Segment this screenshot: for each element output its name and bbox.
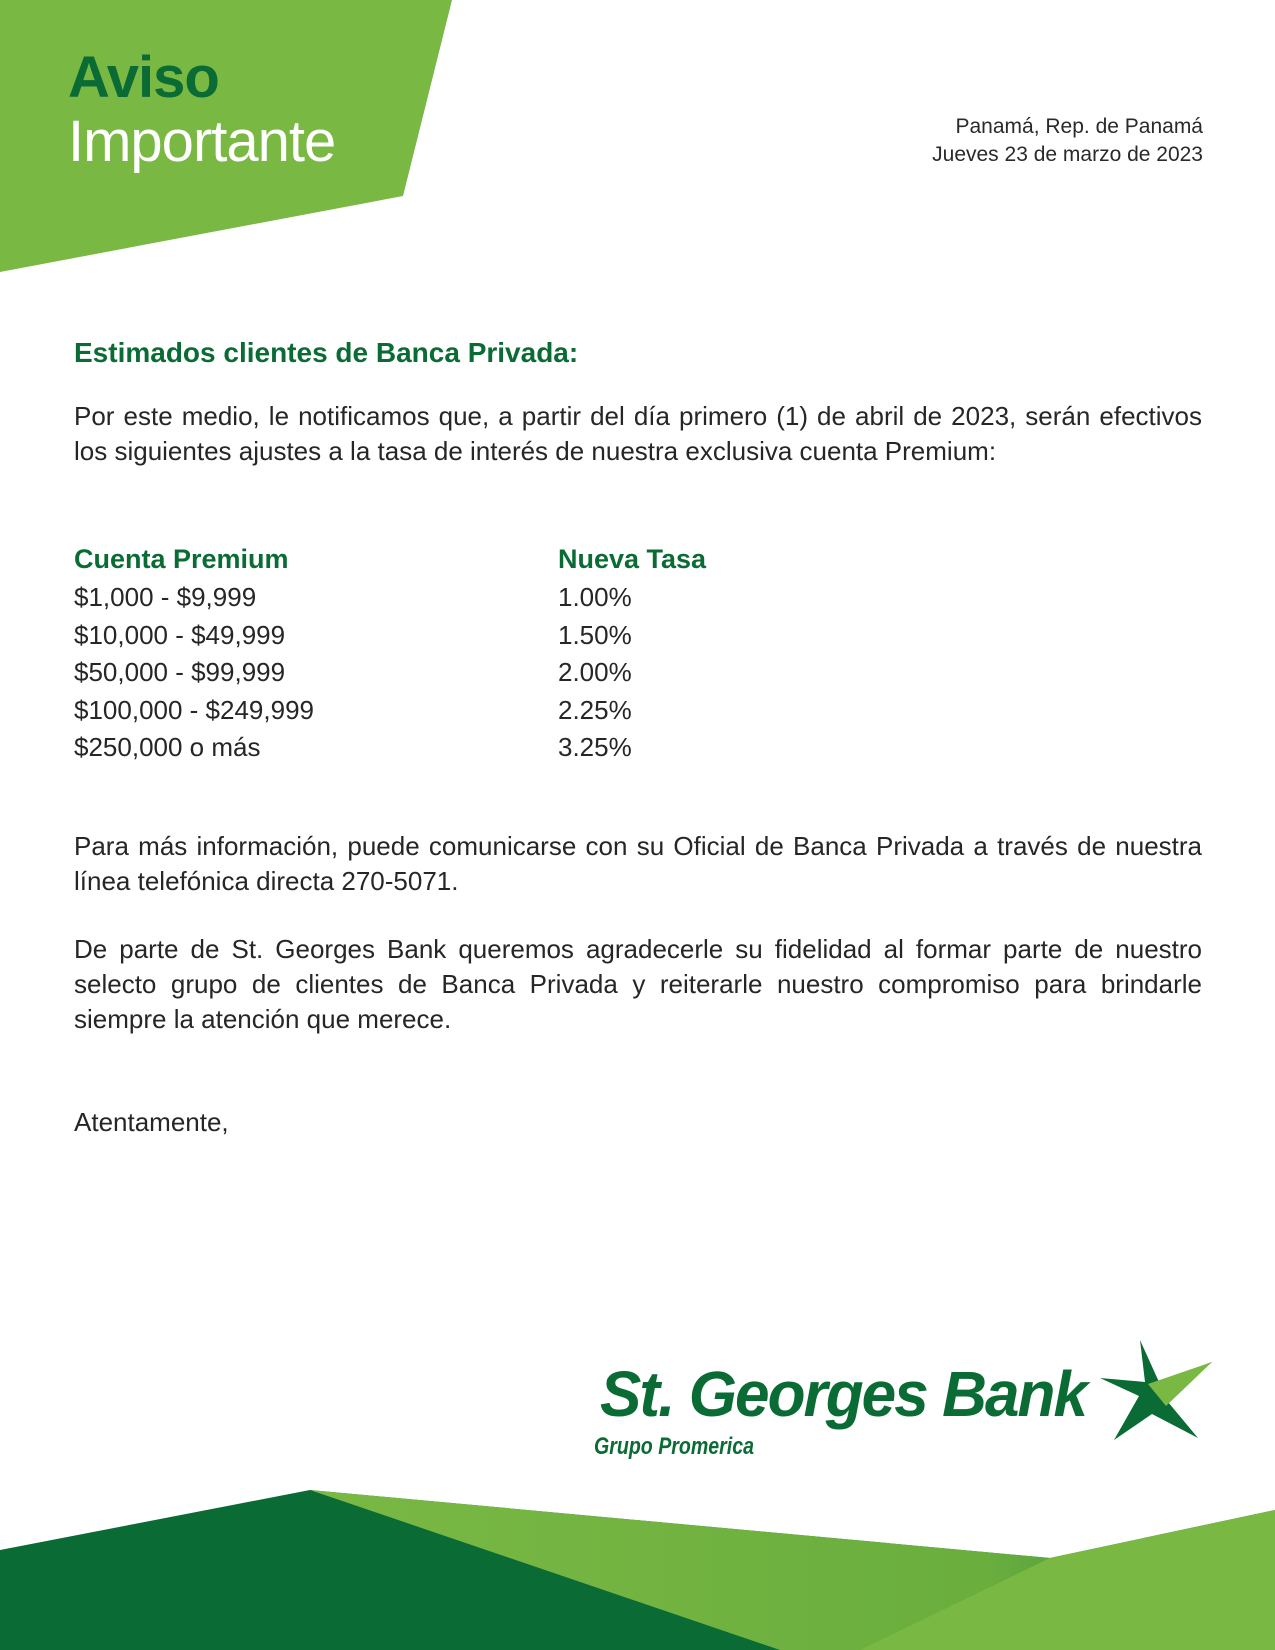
thanks-paragraph: De parte de St. Georges Bank queremos agradecerle su fidelidad al formar parte de nuestro selecto grupo de clientes de Banca Privada y reiterarle nuestro compromiso para brindarle siempre la atención que merece. [74, 933, 1202, 1034]
range-cell: $250,000 o más [74, 732, 261, 763]
title-importante: Importante [68, 109, 336, 174]
title-aviso: Aviso [68, 45, 219, 110]
intro-paragraph: Por este medio, le notificamos que, a partir del día primero (1) de abril de 2023, serán efectivos los siguientes ajustes a la tasa de interés de nuestra exclusiva cuenta Premium: [74, 401, 1202, 466]
range-cell: $1,000 - $9,999 [74, 582, 257, 613]
closing: Atentamente, [74, 1106, 229, 1137]
st-georges-bank-logo [592, 1340, 1224, 1460]
range-cell: $10,000 - $49,999 [74, 619, 286, 650]
notice-title [68, 46, 335, 174]
table-row [74, 617, 706, 655]
rate-cell: 1.00% [558, 582, 632, 613]
logo-name: St. Georges Bank [600, 1358, 1092, 1430]
rate-cell: 3.25% [558, 732, 632, 763]
table-row [74, 579, 706, 617]
table-row [74, 729, 706, 767]
rate-table-header [74, 539, 706, 579]
info-paragraph: Para más información, puede comunicarse con su Oficial de Banca Privada a través de nuestra línea telefónica directa 270-5071. [74, 830, 1202, 896]
star-logo-icon [1100, 1340, 1212, 1440]
rate-table [74, 539, 706, 767]
greeting: Estimados clientes de Banca Privada: [74, 337, 579, 368]
range-cell: $50,000 - $99,999 [74, 657, 286, 688]
place-date-block [932, 113, 1203, 169]
date-text: Jueves 23 de marzo de 2023 [932, 143, 1203, 166]
rate-cell: 2.25% [558, 694, 632, 725]
rate-cell: 2.00% [558, 657, 632, 688]
header-nueva-tasa: Nueva Tasa [558, 543, 707, 574]
table-row [74, 692, 706, 730]
place-text: Panamá, Rep. de Panamá [955, 115, 1203, 138]
range-cell: $100,000 - $249,999 [74, 694, 314, 725]
rate-cell: 1.50% [558, 619, 632, 650]
letter-body [74, 337, 1202, 1164]
logo-tagline: Grupo Promerica [594, 1433, 754, 1460]
header-cuenta-premium: Cuenta Premium [74, 543, 289, 574]
footer-green-shape [0, 1490, 1275, 1650]
table-row [74, 654, 706, 692]
